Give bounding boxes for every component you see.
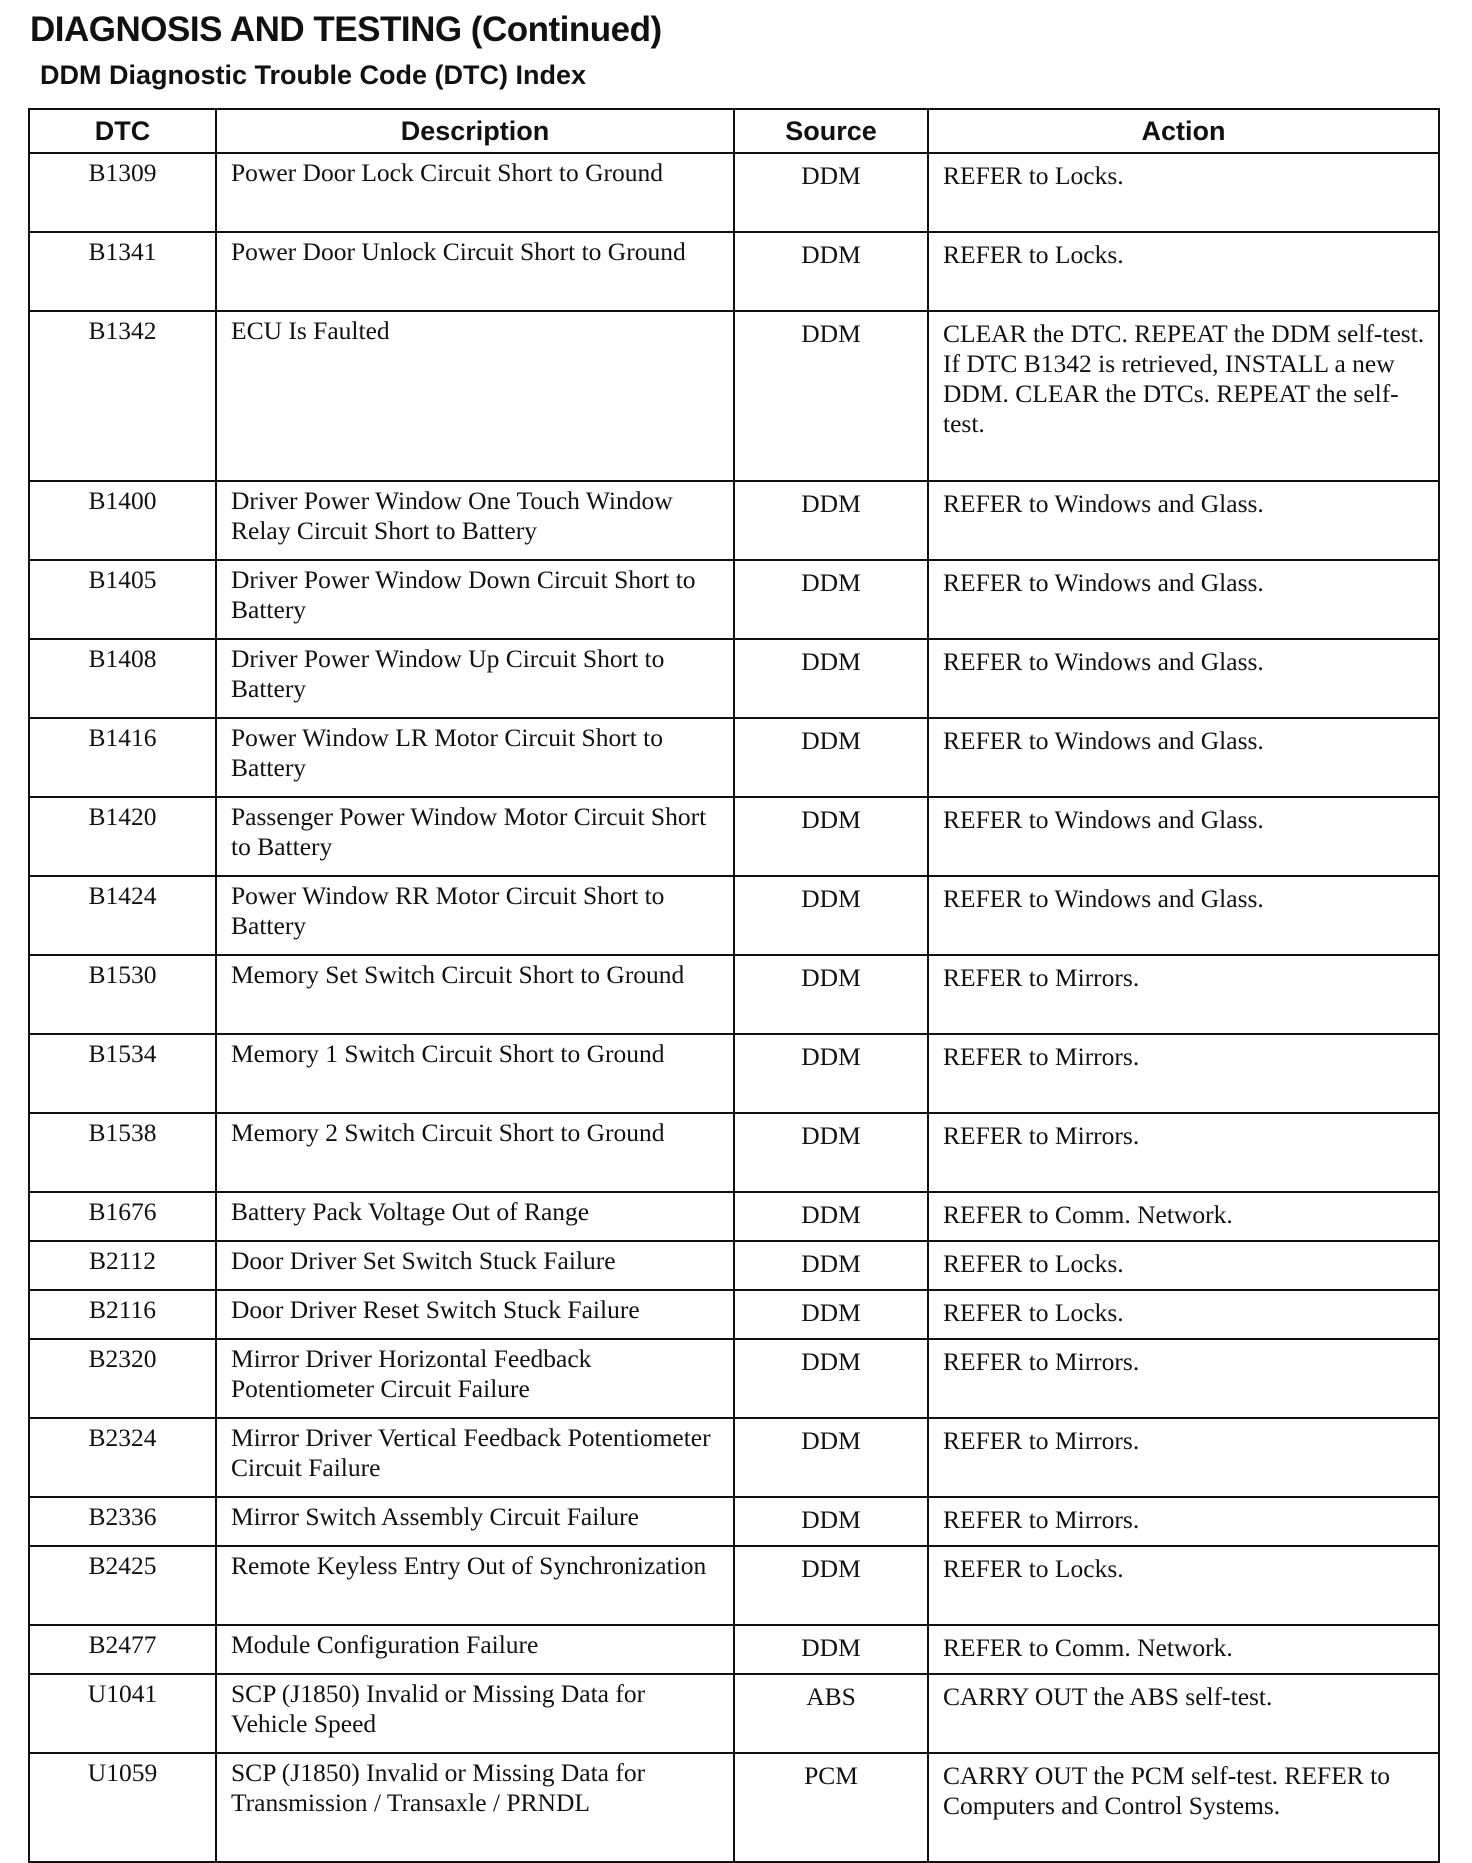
- table-row: [29, 718, 1439, 797]
- dtc-code: B1538: [29, 1113, 216, 1192]
- dtc-action: CARRY OUT the PCM self-test. REFER to Computers and Control Systems.: [928, 1753, 1439, 1862]
- dtc-code: B1416: [29, 718, 216, 797]
- dtc-source: DDM: [734, 1546, 928, 1625]
- dtc-description: Power Window RR Motor Circuit Short to Battery: [216, 876, 734, 955]
- column-header-dtc: DTC: [29, 109, 216, 153]
- dtc-action: REFER to Windows and Glass.: [928, 876, 1439, 955]
- dtc-description: Driver Power Window Up Circuit Short to Battery: [216, 639, 734, 718]
- dtc-description: Driver Power Window One Touch Window Relay Circuit Short to Battery: [216, 481, 734, 560]
- column-header-action: Action: [928, 109, 1439, 153]
- dtc-code: B2112: [29, 1241, 216, 1290]
- dtc-description: Module Configuration Failure: [216, 1625, 734, 1674]
- dtc-action: REFER to Windows and Glass.: [928, 481, 1439, 560]
- table-row: [29, 1674, 1439, 1753]
- table-row: [29, 1418, 1439, 1497]
- dtc-action: REFER to Locks.: [928, 232, 1439, 311]
- dtc-source: ABS: [734, 1674, 928, 1753]
- dtc-action: REFER to Windows and Glass.: [928, 718, 1439, 797]
- dtc-description: Power Window LR Motor Circuit Short to Battery: [216, 718, 734, 797]
- dtc-action: REFER to Windows and Glass.: [928, 560, 1439, 639]
- dtc-description: Door Driver Reset Switch Stuck Failure: [216, 1290, 734, 1339]
- table-row: [29, 639, 1439, 718]
- dtc-source: DDM: [734, 1418, 928, 1497]
- dtc-description: Power Door Lock Circuit Short to Ground: [216, 153, 734, 232]
- dtc-source: DDM: [734, 232, 928, 311]
- dtc-code: B2336: [29, 1497, 216, 1546]
- dtc-description: Mirror Switch Assembly Circuit Failure: [216, 1497, 734, 1546]
- dtc-action: REFER to Locks.: [928, 1290, 1439, 1339]
- dtc-source: DDM: [734, 1497, 928, 1546]
- table-row: [29, 481, 1439, 560]
- dtc-description: Battery Pack Voltage Out of Range: [216, 1192, 734, 1241]
- dtc-source: DDM: [734, 955, 928, 1034]
- dtc-action: REFER to Mirrors.: [928, 955, 1439, 1034]
- dtc-action: REFER to Windows and Glass.: [928, 797, 1439, 876]
- dtc-source: PCM: [734, 1753, 928, 1862]
- table-row: [29, 876, 1439, 955]
- dtc-description: Mirror Driver Vertical Feedback Potentiometer Circuit Failure: [216, 1418, 734, 1497]
- dtc-description: SCP (J1850) Invalid or Missing Data for Vehicle Speed: [216, 1674, 734, 1753]
- dtc-code: U1041: [29, 1674, 216, 1753]
- table-row: [29, 797, 1439, 876]
- column-header-source: Source: [734, 109, 928, 153]
- dtc-index-table: [28, 108, 1440, 1863]
- dtc-source: DDM: [734, 1290, 928, 1339]
- dtc-description: Passenger Power Window Motor Circuit Short to Battery: [216, 797, 734, 876]
- dtc-code: B1534: [29, 1034, 216, 1113]
- dtc-description: Remote Keyless Entry Out of Synchronization: [216, 1546, 734, 1625]
- table-row: [29, 1241, 1439, 1290]
- dtc-code: B1424: [29, 876, 216, 955]
- dtc-code: B1405: [29, 560, 216, 639]
- dtc-action: REFER to Locks.: [928, 1546, 1439, 1625]
- dtc-description: SCP (J1850) Invalid or Missing Data for Transmission / Transaxle / PRNDL: [216, 1753, 734, 1862]
- dtc-source: DDM: [734, 718, 928, 797]
- dtc-source: DDM: [734, 639, 928, 718]
- dtc-source: DDM: [734, 1113, 928, 1192]
- table-row: [29, 1497, 1439, 1546]
- dtc-code: B1341: [29, 232, 216, 311]
- dtc-description: ECU Is Faulted: [216, 311, 734, 481]
- table-row: [29, 1753, 1439, 1862]
- dtc-description: Driver Power Window Down Circuit Short to Battery: [216, 560, 734, 639]
- table-row: [29, 1034, 1439, 1113]
- table-title: DDM Diagnostic Trouble Code (DTC) Index: [40, 60, 587, 90]
- dtc-source: DDM: [734, 1625, 928, 1674]
- column-header-description: Description: [216, 109, 734, 153]
- dtc-action: CLEAR the DTC. REPEAT the DDM self-test. If DTC B1342 is retrieved, INSTALL a new DDM. CLEAR the DTCs. REPEAT the self-test.: [928, 311, 1439, 481]
- dtc-source: DDM: [734, 797, 928, 876]
- dtc-action: REFER to Mirrors.: [928, 1339, 1439, 1418]
- dtc-source: DDM: [734, 153, 928, 232]
- dtc-code: B1309: [29, 153, 216, 232]
- dtc-code: B1408: [29, 639, 216, 718]
- table-row: [29, 1546, 1439, 1625]
- table-row: [29, 560, 1439, 639]
- dtc-action: REFER to Locks.: [928, 1241, 1439, 1290]
- dtc-description: Mirror Driver Horizontal Feedback Potentiometer Circuit Failure: [216, 1339, 734, 1418]
- dtc-action: REFER to Windows and Glass.: [928, 639, 1439, 718]
- dtc-action: REFER to Locks.: [928, 153, 1439, 232]
- table-row: [29, 311, 1439, 481]
- dtc-source: DDM: [734, 1034, 928, 1113]
- table-header-row: [29, 109, 1439, 153]
- dtc-code: B1420: [29, 797, 216, 876]
- dtc-source: DDM: [734, 1339, 928, 1418]
- table-row: [29, 232, 1439, 311]
- table-row: [29, 1113, 1439, 1192]
- dtc-code: B2116: [29, 1290, 216, 1339]
- table-row: [29, 1290, 1439, 1339]
- dtc-source: DDM: [734, 1192, 928, 1241]
- dtc-source: DDM: [734, 876, 928, 955]
- dtc-code: B2324: [29, 1418, 216, 1497]
- dtc-action: REFER to Mirrors.: [928, 1418, 1439, 1497]
- page-title: DIAGNOSIS AND TESTING (Continued): [30, 10, 662, 49]
- table-row: [29, 1192, 1439, 1241]
- table-row: [29, 1625, 1439, 1674]
- table-row: [29, 153, 1439, 232]
- table-row: [29, 1339, 1439, 1418]
- table-row: [29, 955, 1439, 1034]
- dtc-action: REFER to Comm. Network.: [928, 1625, 1439, 1674]
- dtc-description: Power Door Unlock Circuit Short to Ground: [216, 232, 734, 311]
- dtc-code: U1059: [29, 1753, 216, 1862]
- dtc-source: DDM: [734, 1241, 928, 1290]
- dtc-code: B1530: [29, 955, 216, 1034]
- dtc-source: DDM: [734, 311, 928, 481]
- dtc-action: REFER to Mirrors.: [928, 1497, 1439, 1546]
- dtc-code: B1342: [29, 311, 216, 481]
- dtc-code: B1400: [29, 481, 216, 560]
- dtc-code: B2320: [29, 1339, 216, 1418]
- dtc-source: DDM: [734, 481, 928, 560]
- dtc-source: DDM: [734, 560, 928, 639]
- dtc-code: B1676: [29, 1192, 216, 1241]
- dtc-description: Memory 2 Switch Circuit Short to Ground: [216, 1113, 734, 1192]
- dtc-description: Memory Set Switch Circuit Short to Ground: [216, 955, 734, 1034]
- dtc-action: CARRY OUT the ABS self-test.: [928, 1674, 1439, 1753]
- dtc-code: B2477: [29, 1625, 216, 1674]
- dtc-code: B2425: [29, 1546, 216, 1625]
- dtc-action: REFER to Comm. Network.: [928, 1192, 1439, 1241]
- dtc-action: REFER to Mirrors.: [928, 1113, 1439, 1192]
- dtc-action: REFER to Mirrors.: [928, 1034, 1439, 1113]
- dtc-description: Memory 1 Switch Circuit Short to Ground: [216, 1034, 734, 1113]
- dtc-description: Door Driver Set Switch Stuck Failure: [216, 1241, 734, 1290]
